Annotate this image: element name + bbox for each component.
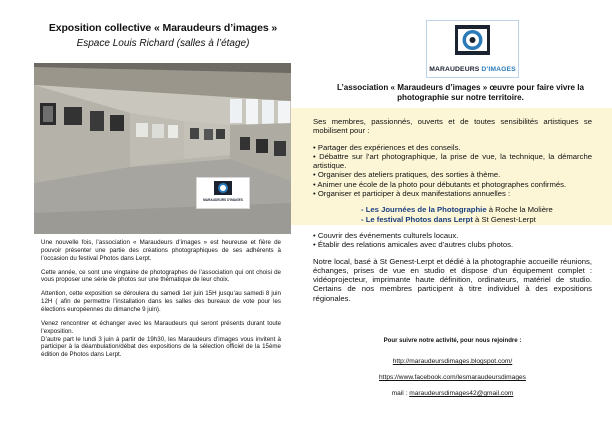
members-paragraph: Ses membres, passionnés, ouverts et de toutes sensibilités artistiques se mobilisent pour : — [313, 117, 592, 136]
page-title: Exposition collective « Maraudeurs d’images » — [48, 22, 278, 34]
page-subtitle: Espace Louis Richard (salles à l’étage) — [76, 38, 250, 49]
photo-logo-label: MARAUDEURS D’IMAGES — [203, 198, 243, 202]
paragraph: Attention, cette exposition se déroulera du samedi 1er juin 15H jusqu’au samedi 8 juin 12H ( afin de permettre l’installation dans les salles des bureaux de vote pour les élections européennes du dimanche 9 juin). — [41, 290, 281, 313]
paragraph: D’autre part le lundi 3 juin à partir de 19h30, les Maraudeurs d’images vous invitent à participer à la déambulation/débat des expositions de la sélection officiel de la 15ème édition de Photos dans Lerpt. — [41, 335, 281, 359]
exhibition-photo — [34, 63, 291, 234]
bullet-item: • Animer une école de la photo pour débutants et photographes confirmés. — [313, 179, 567, 189]
club-logo — [426, 20, 519, 78]
event-item: - Le festival Photos dans Lerpt à St Genest-Lerpt — [361, 214, 536, 224]
logo-name: MARAUDEURS D’IMAGES — [429, 66, 516, 73]
camera-icon — [197, 178, 249, 198]
blog-link[interactable]: http://maraudeursdimages.blogspot.com/ — [392, 358, 513, 365]
bullet-item: • Organiser des ateliers pratiques, des sorties à thème. — [313, 170, 501, 180]
bullet-item: • Couvrir des événements culturels locaux. — [313, 230, 459, 240]
bullet-item: • Établir des relations amicales avec d’autres clubs photos. — [313, 240, 514, 250]
camera-icon — [427, 21, 518, 61]
association-intro: L’association « Maraudeurs d’images » œuvre pour faire vivre la photographie sur notre territoire. — [337, 83, 584, 103]
bullet-item: • Organiser et participer à deux manifestations annuelles : — [313, 189, 511, 199]
bullet-item: • Partager des expériences et des conseils. — [313, 142, 461, 152]
bullet-item: • Débattre sur l’art photographique, la prise de vue, la technique, la démarche artistique. — [313, 151, 592, 171]
right-column-text — [313, 117, 592, 303]
mail-line — [313, 390, 592, 397]
photo-logo — [196, 177, 250, 209]
paragraph: Une nouvelle fois, l’association « Maraudeurs d’images » est heureuse et fière de pouvoir présenter une partie des créations photographiques de ses adhérents à l’occasion du festival Photos dans Lerpt. — [41, 239, 281, 262]
mail-label: mail : — [391, 390, 410, 397]
paragraph: Cette année, ce sont une vingtaine de photographes de l’association qui ont choisi de vous proposer une série de photos sur une thématique de leur choix. — [41, 268, 281, 284]
follow-text: Pour suivre notre activité, pour nous rejoindre : — [383, 337, 522, 344]
facebook-link[interactable]: https://www.facebook.com/lesmaraudeursdimages — [379, 374, 526, 381]
left-column-text — [41, 239, 281, 365]
mail-link[interactable]: maraudeursdimages42@gmail.com — [409, 390, 514, 397]
paragraph: Venez rencontrer et échanger avec les Maraudeurs qui seront présents durant toute l’exposition. — [41, 319, 281, 335]
event-item: - Les Journées de la Photographie à Roche la Molière — [361, 205, 553, 215]
local-paragraph: Notre local, basé à St Genest-Lerpt et dédié à la photographie accueille réunions, échanges, prises de vue en studio et dispose d’un équipement complet : vidéoprojecteur, imprimante haute définition, ordinateurs, matériel de studio. Certains de nos membres participent à titre individuel à des expositions régionales. — [313, 256, 592, 303]
